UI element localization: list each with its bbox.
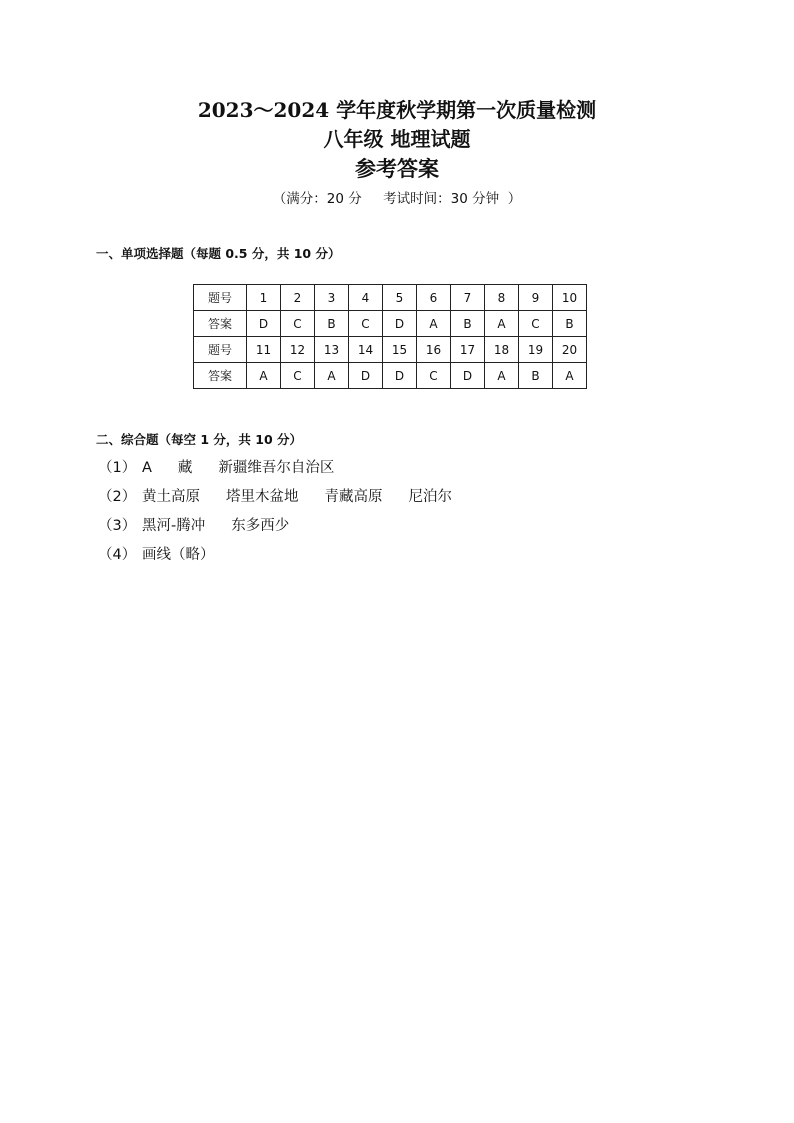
section-2-heading: 二、综合题（每空 1 分，共 10 分） [96, 432, 303, 447]
table-cell: 2 [281, 285, 315, 311]
table-row [194, 363, 587, 389]
list-item [98, 514, 478, 543]
row-label: 答案 [194, 363, 247, 389]
answer-text: 黑河-腾冲 [142, 518, 206, 534]
table-cell: 1 [247, 285, 281, 311]
table-cell: D [247, 311, 281, 337]
table-cell: D [383, 311, 417, 337]
list-item [98, 456, 478, 485]
table-cell: 16 [417, 337, 451, 363]
table-cell: A [315, 363, 349, 389]
table-cell: B [315, 311, 349, 337]
section-1-heading: 一、单项选择题（每题 0.5 分，共 10 分） [96, 246, 341, 261]
table-cell: 4 [349, 285, 383, 311]
answer-text: 藏 [177, 460, 193, 476]
answer-key-title: 参考答案 [355, 156, 439, 181]
table-cell: 5 [383, 285, 417, 311]
answer-text: 画线（略） [142, 547, 215, 563]
table-cell: 7 [451, 285, 485, 311]
answer-text: 黄土高原 [142, 489, 200, 505]
table-row [194, 285, 587, 311]
table-cell: A [485, 311, 519, 337]
exam-header [0, 96, 794, 209]
row-label: 答案 [194, 311, 247, 337]
table-cell: 18 [485, 337, 519, 363]
table-cell: 13 [315, 337, 349, 363]
table-row [194, 311, 587, 337]
exam-meta: （满分：20 分 考试时间：30 分钟 ） [272, 191, 522, 207]
question-number: （3） [98, 518, 137, 534]
answer-text: 东多西少 [231, 518, 290, 534]
question-number: （4） [98, 547, 137, 563]
answer-text: 塔里木盆地 [226, 489, 299, 505]
exam-subtitle: 八年级 地理试题 [323, 127, 471, 151]
table-cell: 6 [417, 285, 451, 311]
table-cell: A [485, 363, 519, 389]
table-cell: 12 [281, 337, 315, 363]
table-cell: 3 [315, 285, 349, 311]
table-cell: C [281, 311, 315, 337]
table-cell: 14 [349, 337, 383, 363]
table-cell: A [553, 363, 587, 389]
table-cell: D [451, 363, 485, 389]
table-row [194, 337, 587, 363]
table-cell: 17 [451, 337, 485, 363]
exam-title: 2023～2024 学年度秋学期第一次质量检测 [197, 98, 597, 122]
table-cell: 8 [485, 285, 519, 311]
table-cell: D [383, 363, 417, 389]
table-cell: A [247, 363, 281, 389]
row-label: 题号 [194, 285, 247, 311]
answer-text: 尼泊尔 [408, 489, 452, 505]
table-cell: D [349, 363, 383, 389]
table-cell: 9 [519, 285, 553, 311]
table-cell: C [417, 363, 451, 389]
table-cell: 20 [553, 337, 587, 363]
list-item [98, 543, 478, 572]
answer-text: A [142, 460, 152, 476]
table-cell: C [281, 363, 315, 389]
row-label: 题号 [194, 337, 247, 363]
answer-text: 青藏高原 [324, 489, 383, 505]
table-cell: 15 [383, 337, 417, 363]
question-number: （2） [98, 489, 137, 505]
table-cell: C [349, 311, 383, 337]
table-cell: 11 [247, 337, 281, 363]
list-item [98, 485, 478, 514]
table-cell: B [553, 311, 587, 337]
table-cell: A [417, 311, 451, 337]
table-cell: B [519, 363, 553, 389]
comprehensive-answer-list [98, 456, 478, 572]
choice-answer-table [193, 284, 587, 389]
table-cell: 10 [553, 285, 587, 311]
table-cell: 19 [519, 337, 553, 363]
answer-text: 新疆维吾尔自治区 [218, 460, 335, 476]
table-cell: B [451, 311, 485, 337]
question-number: （1） [98, 460, 137, 476]
table-cell: C [519, 311, 553, 337]
